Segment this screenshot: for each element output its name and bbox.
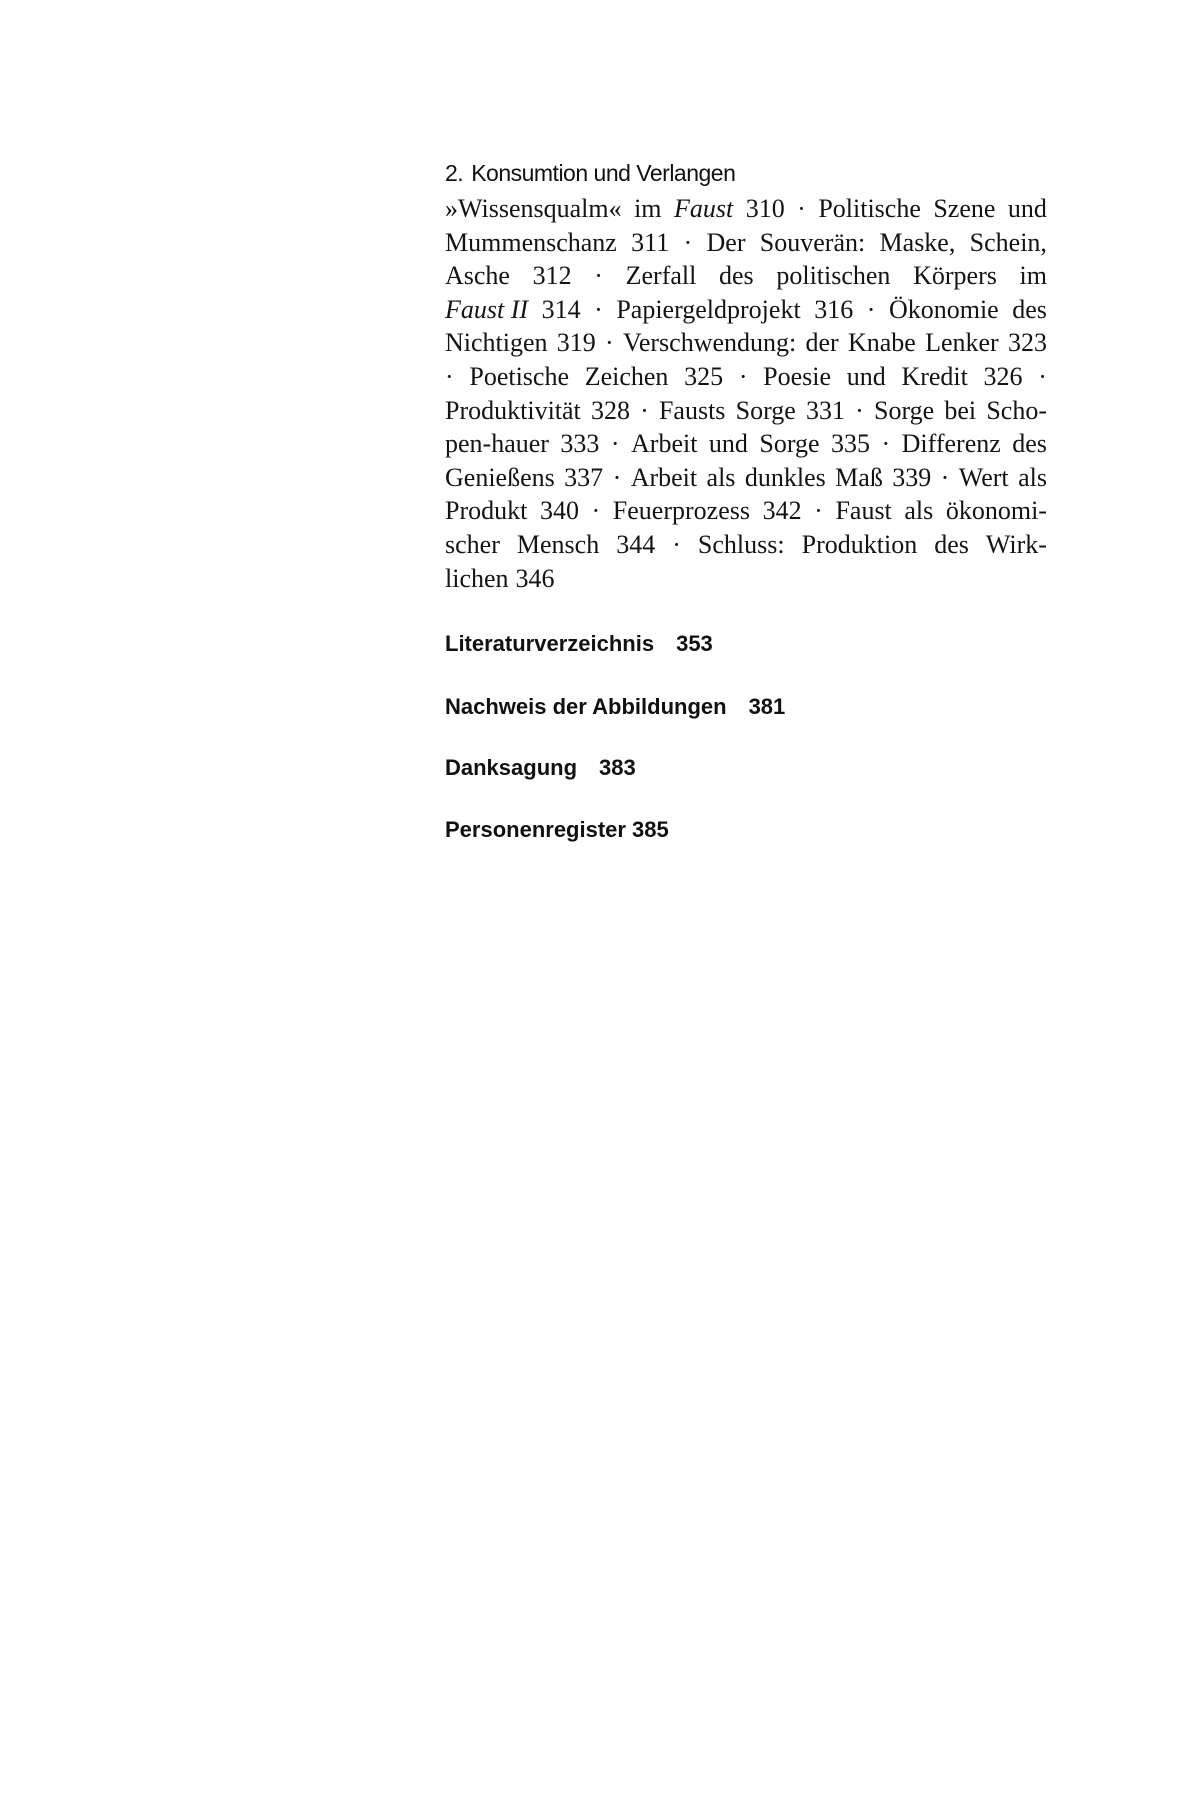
entry-line xyxy=(445,259,1047,293)
entry-word: als xyxy=(904,496,934,526)
entry-word: Knabe xyxy=(847,328,916,358)
entry-word: 319 xyxy=(556,328,596,358)
entry-word: Politische xyxy=(818,194,921,223)
separator-dot: · xyxy=(683,227,693,257)
entry-word: des xyxy=(719,261,754,291)
entry-word: Zerfall xyxy=(625,261,697,291)
entry-word: lichen xyxy=(445,563,509,593)
entry-word: 344 xyxy=(616,529,656,559)
entry-word: des xyxy=(934,529,969,559)
entry-word: politischen xyxy=(776,261,891,291)
toc-entry-title: Nachweis der Abbildungen xyxy=(445,694,727,719)
entry-word: 316 xyxy=(814,294,854,324)
entry-word: Asche xyxy=(445,261,510,291)
entry-word: des xyxy=(1012,294,1047,324)
entry-word: Faust xyxy=(835,496,892,526)
entry-line xyxy=(445,394,1047,428)
entry-word: Ökonomie xyxy=(888,294,999,324)
entry-word: Szene xyxy=(933,194,996,223)
toc-entry-page: 353 xyxy=(676,631,713,656)
entry-line xyxy=(445,293,1047,327)
entry-word: 331 xyxy=(805,395,845,425)
entry-line xyxy=(445,226,1047,260)
entry-word: 312 xyxy=(532,261,572,291)
entry-word: und xyxy=(846,361,886,391)
separator-dot: · xyxy=(640,395,649,425)
entry-word: der xyxy=(805,328,839,358)
entry-word: und xyxy=(708,429,748,459)
entry-line xyxy=(445,427,1047,461)
separator-dot: · xyxy=(940,462,950,492)
toc-entry-literaturverzeichnis xyxy=(445,629,1045,659)
entry-word: Mensch xyxy=(516,529,600,559)
separator-dot: · xyxy=(866,294,876,324)
section-entries xyxy=(445,192,1047,595)
entry-word: 311 xyxy=(631,227,670,257)
toc-entry-danksagung xyxy=(445,753,1045,783)
toc-entry-title: Danksagung xyxy=(445,755,578,780)
separator-dot: · xyxy=(605,328,614,358)
entry-word: Körpers xyxy=(913,261,997,291)
entry-word: 342 xyxy=(762,496,802,526)
entry-word: dunkles xyxy=(744,462,826,492)
entry-line xyxy=(445,562,1047,596)
entry-word: 323 xyxy=(1007,328,1047,358)
entry-word: als xyxy=(706,462,736,492)
entry-word: Souverän: xyxy=(759,227,866,257)
entry-word: 325 xyxy=(684,361,724,391)
entry-word: Arbeit xyxy=(630,462,698,492)
separator-dot: · xyxy=(612,462,622,492)
entry-word: Sorge xyxy=(874,395,935,425)
section-title: Konsumtion und Verlangen xyxy=(471,160,736,186)
entry-word: Sorge xyxy=(759,429,820,459)
entry-line xyxy=(445,360,1047,394)
separator-dot: · xyxy=(1038,361,1047,391)
entry-line xyxy=(445,326,1047,360)
entry-word: 335 xyxy=(831,429,871,459)
entry-word: Sorge xyxy=(735,395,796,425)
italic-title: Faust II xyxy=(445,294,529,324)
separator-dot: · xyxy=(881,429,891,459)
entry-word: Schluss: xyxy=(697,529,785,559)
entry-word: und xyxy=(1007,194,1047,223)
entry-word: pen-hauer xyxy=(445,429,549,459)
entry-word: Produktivität xyxy=(445,395,581,425)
entry-word: Produkt xyxy=(445,496,528,526)
entry-word: im xyxy=(634,194,662,223)
entry-word: 310 xyxy=(745,194,785,223)
toc-entry-page: 385 xyxy=(631,817,669,842)
entry-word: Zeichen xyxy=(584,361,669,391)
italic-title: Faust xyxy=(674,194,734,223)
separator-dot: · xyxy=(594,294,603,324)
entry-word: Produktion xyxy=(801,529,918,559)
entry-word: scher xyxy=(445,529,500,559)
separator-dot: · xyxy=(610,429,620,459)
toc-entry-title: Literaturverzeichnis xyxy=(445,631,655,656)
entry-word: des xyxy=(1012,429,1047,459)
separator-dot: · xyxy=(738,361,748,391)
entry-word: 340 xyxy=(539,496,579,526)
entry-word: Nichtigen xyxy=(445,328,548,358)
separator-dot: · xyxy=(797,194,806,223)
entry-word: Fausts xyxy=(658,395,726,425)
entry-word: Verschwendung: xyxy=(622,328,797,358)
entry-word: im xyxy=(1019,261,1047,291)
entry-word: ökonomi- xyxy=(945,496,1047,526)
entry-word: Papiergeldprojekt xyxy=(616,294,801,324)
entry-line xyxy=(445,192,1047,226)
entry-word: 337 xyxy=(564,462,604,492)
entry-word: Maß xyxy=(835,462,883,492)
entry-word: Differenz xyxy=(901,429,1001,459)
entry-word: 314 xyxy=(541,294,581,324)
toc-entry-abbildungen xyxy=(445,692,1045,722)
entry-word: 328 xyxy=(590,395,630,425)
entry-word: Poesie xyxy=(763,361,832,391)
entry-word: 326 xyxy=(983,361,1023,391)
entry-word: »Wissensqualm« xyxy=(445,194,622,223)
entry-word: 339 xyxy=(892,462,932,492)
entry-word: Arbeit xyxy=(631,429,698,459)
section-number: 2. xyxy=(445,160,464,186)
separator-dot: · xyxy=(594,261,603,291)
entry-word: Poetische xyxy=(469,361,570,391)
toc-entry-personenregister xyxy=(445,815,1045,845)
separator-dot: · xyxy=(855,395,864,425)
entry-word: Mummenschanz xyxy=(445,227,617,257)
separator-dot: · xyxy=(591,496,601,526)
entry-line xyxy=(445,461,1047,495)
toc-entry-page: 381 xyxy=(748,694,786,719)
toc-entry-title: Personenregister xyxy=(445,817,626,842)
entry-word: Der xyxy=(706,227,746,257)
entry-word: bei xyxy=(944,395,977,425)
entry-word: Kredit xyxy=(901,361,968,391)
entry-line xyxy=(445,494,1047,528)
separator-dot: · xyxy=(672,529,681,559)
entry-word: als xyxy=(1018,462,1047,492)
entry-word: Schein, xyxy=(969,227,1047,257)
separator-dot: · xyxy=(814,496,823,526)
entry-word: Feuerprozess xyxy=(612,496,750,526)
section-heading xyxy=(445,158,1047,188)
toc-section-2 xyxy=(445,158,1047,595)
separator-dot: · xyxy=(445,361,454,391)
entry-word: Genießens xyxy=(445,462,555,492)
entry-line xyxy=(445,528,1047,562)
toc-entry-page: 383 xyxy=(599,755,636,780)
entry-word: 333 xyxy=(560,429,600,459)
entry-word: Wert xyxy=(958,462,1009,492)
entry-word: 346 xyxy=(515,563,555,593)
entry-word: Lenker xyxy=(925,328,999,358)
entry-word: Scho- xyxy=(986,395,1047,425)
entry-word: Wirk- xyxy=(985,529,1047,559)
entry-word: Maske, xyxy=(879,227,956,257)
